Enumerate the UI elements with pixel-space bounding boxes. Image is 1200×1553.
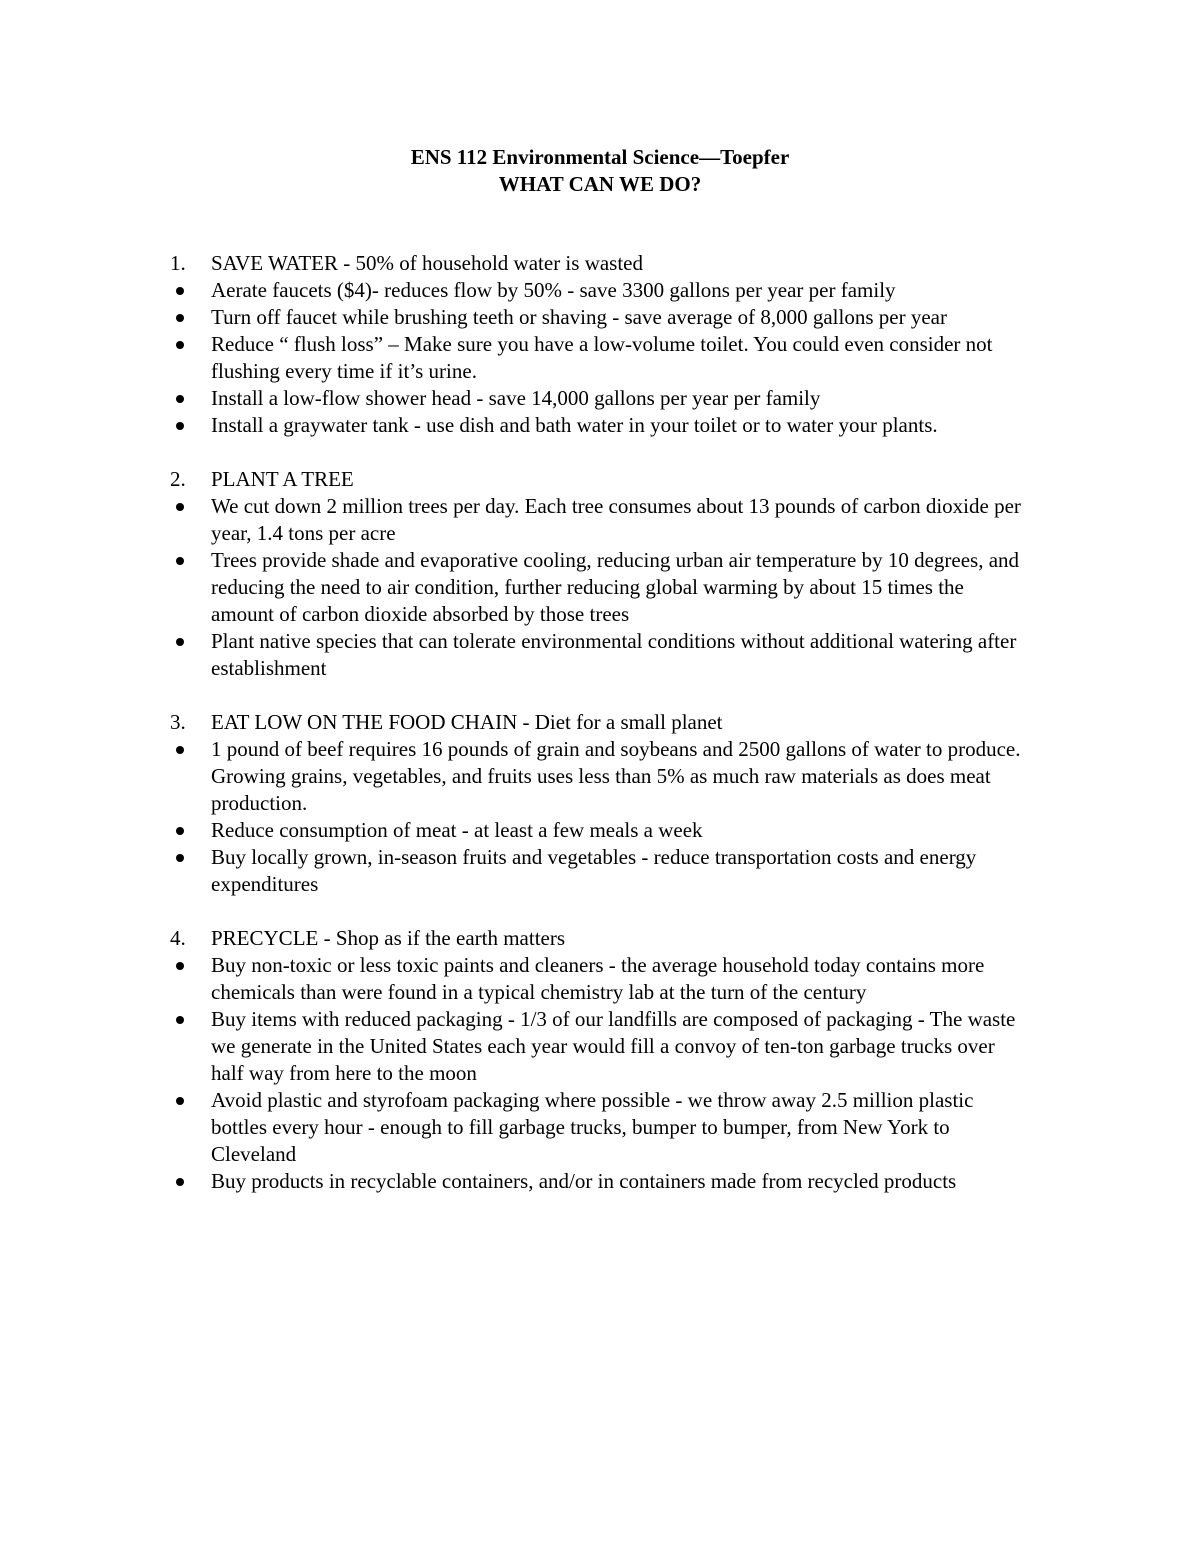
list-item-text: Reduce consumption of meat - at least a few meals a week: [211, 818, 703, 842]
list-item-text: Buy locally grown, in-season fruits and vegetables - reduce transportation costs and energy expenditures: [211, 845, 977, 896]
list-item: [170, 1006, 1030, 1087]
bullet-icon: [170, 547, 211, 628]
section-heading: [170, 466, 1030, 493]
bullet-icon: [170, 844, 211, 898]
list-item-text: Plant native species that can tolerate environmental conditions without additional watering after establishment: [211, 629, 1017, 680]
bullet-list: [170, 736, 1030, 898]
list-item: [170, 277, 1030, 304]
bullet-icon: [170, 331, 211, 385]
list-item: [170, 385, 1030, 412]
section-save-water: [170, 250, 1030, 439]
bullet-icon: [170, 304, 211, 331]
section-number: 1.: [170, 251, 186, 275]
bullet-icon: [170, 1168, 211, 1195]
document-header: [0, 144, 1200, 198]
bullet-icon: [170, 412, 211, 439]
list-item-text: We cut down 2 million trees per day. Each tree consumes about 13 pounds of carbon dioxide per year, 1.4 tons per acre: [211, 494, 1021, 545]
list-item: [170, 628, 1030, 682]
bullet-icon: [170, 952, 211, 1006]
bullet-icon: [170, 628, 211, 682]
list-item: [170, 493, 1030, 547]
section-heading: [170, 925, 1030, 952]
list-item: [170, 412, 1030, 439]
bullet-icon: [170, 817, 211, 844]
document-subtitle: WHAT CAN WE DO?: [498, 172, 702, 196]
bullet-list: [170, 277, 1030, 439]
list-item: [170, 547, 1030, 628]
section-eat-low-on-food-chain: [170, 709, 1030, 898]
section-heading-text: EAT LOW ON THE FOOD CHAIN - Diet for a small planet: [211, 710, 723, 734]
section-precycle: [170, 925, 1030, 1195]
list-item-text: Turn off faucet while brushing teeth or shaving - save average of 8,000 gallons per year: [211, 305, 947, 329]
section-number: 3.: [170, 710, 186, 734]
list-item-text: Trees provide shade and evaporative cooling, reducing urban air temperature by 10 degrees, and reducing the need to air condition, further reducing global warming by about 15 times the amount of carbon dioxide absorbed by those trees: [211, 548, 1020, 626]
document-title: ENS 112 Environmental Science—Toepfer: [410, 145, 790, 169]
bullet-icon: [170, 493, 211, 547]
list-item-text: Buy products in recyclable containers, and/or in containers made from recycled products: [211, 1169, 957, 1193]
list-item: [170, 817, 1030, 844]
section-heading: [170, 250, 1030, 277]
section-heading-text: PRECYCLE - Shop as if the earth matters: [211, 926, 566, 950]
bullet-icon: [170, 385, 211, 412]
list-item: [170, 952, 1030, 1006]
document-body: [170, 250, 1030, 1222]
section-heading: [170, 709, 1030, 736]
list-item-text: 1 pound of beef requires 16 pounds of grain and soybeans and 2500 gallons of water to produce. Growing grains, vegetables, and fruits uses less than 5% as much raw materials as does meat production.: [211, 737, 1021, 815]
list-item-text: Aerate faucets ($4)- reduces flow by 50% - save 3300 gallons per year per family: [211, 278, 896, 302]
list-item-text: Install a low-flow shower head - save 14,000 gallons per year per family: [211, 386, 821, 410]
bullet-icon: [170, 1087, 211, 1168]
list-item: [170, 1168, 1030, 1195]
bullet-icon: [170, 1006, 211, 1087]
bullet-list: [170, 493, 1030, 682]
section-number: 4.: [170, 926, 186, 950]
list-item: [170, 331, 1030, 385]
list-item: [170, 844, 1030, 898]
bullet-icon: [170, 736, 211, 817]
list-item-text: Buy non-toxic or less toxic paints and cleaners - the average household today contains more chemicals than were found in a typical chemistry lab at the turn of the century: [211, 953, 985, 1004]
list-item-text: Install a graywater tank - use dish and bath water in your toilet or to water your plants.: [211, 413, 938, 437]
list-item-text: Reduce “ flush loss” – Make sure you have a low-volume toilet. You could even consider not flushing every time if it’s urine.: [211, 332, 993, 383]
list-item: [170, 1087, 1030, 1168]
section-number: 2.: [170, 467, 186, 491]
list-item-text: Avoid plastic and styrofoam packaging where possible - we throw away 2.5 million plastic bottles every hour - enough to fill garbage trucks, bumper to bumper, from New York to Cleveland: [211, 1088, 974, 1166]
bullet-icon: [170, 277, 211, 304]
bullet-list: [170, 952, 1030, 1195]
list-item: [170, 736, 1030, 817]
section-heading-text: SAVE WATER - 50% of household water is wasted: [211, 251, 644, 275]
list-item: [170, 304, 1030, 331]
section-heading-text: PLANT A TREE: [211, 467, 354, 491]
list-item-text: Buy items with reduced packaging - 1/3 of our landfills are composed of packaging - The waste we generate in the United States each year would fill a convoy of ten-ton garbage trucks over half way from here to the moon: [211, 1007, 1016, 1085]
section-plant-a-tree: [170, 466, 1030, 682]
